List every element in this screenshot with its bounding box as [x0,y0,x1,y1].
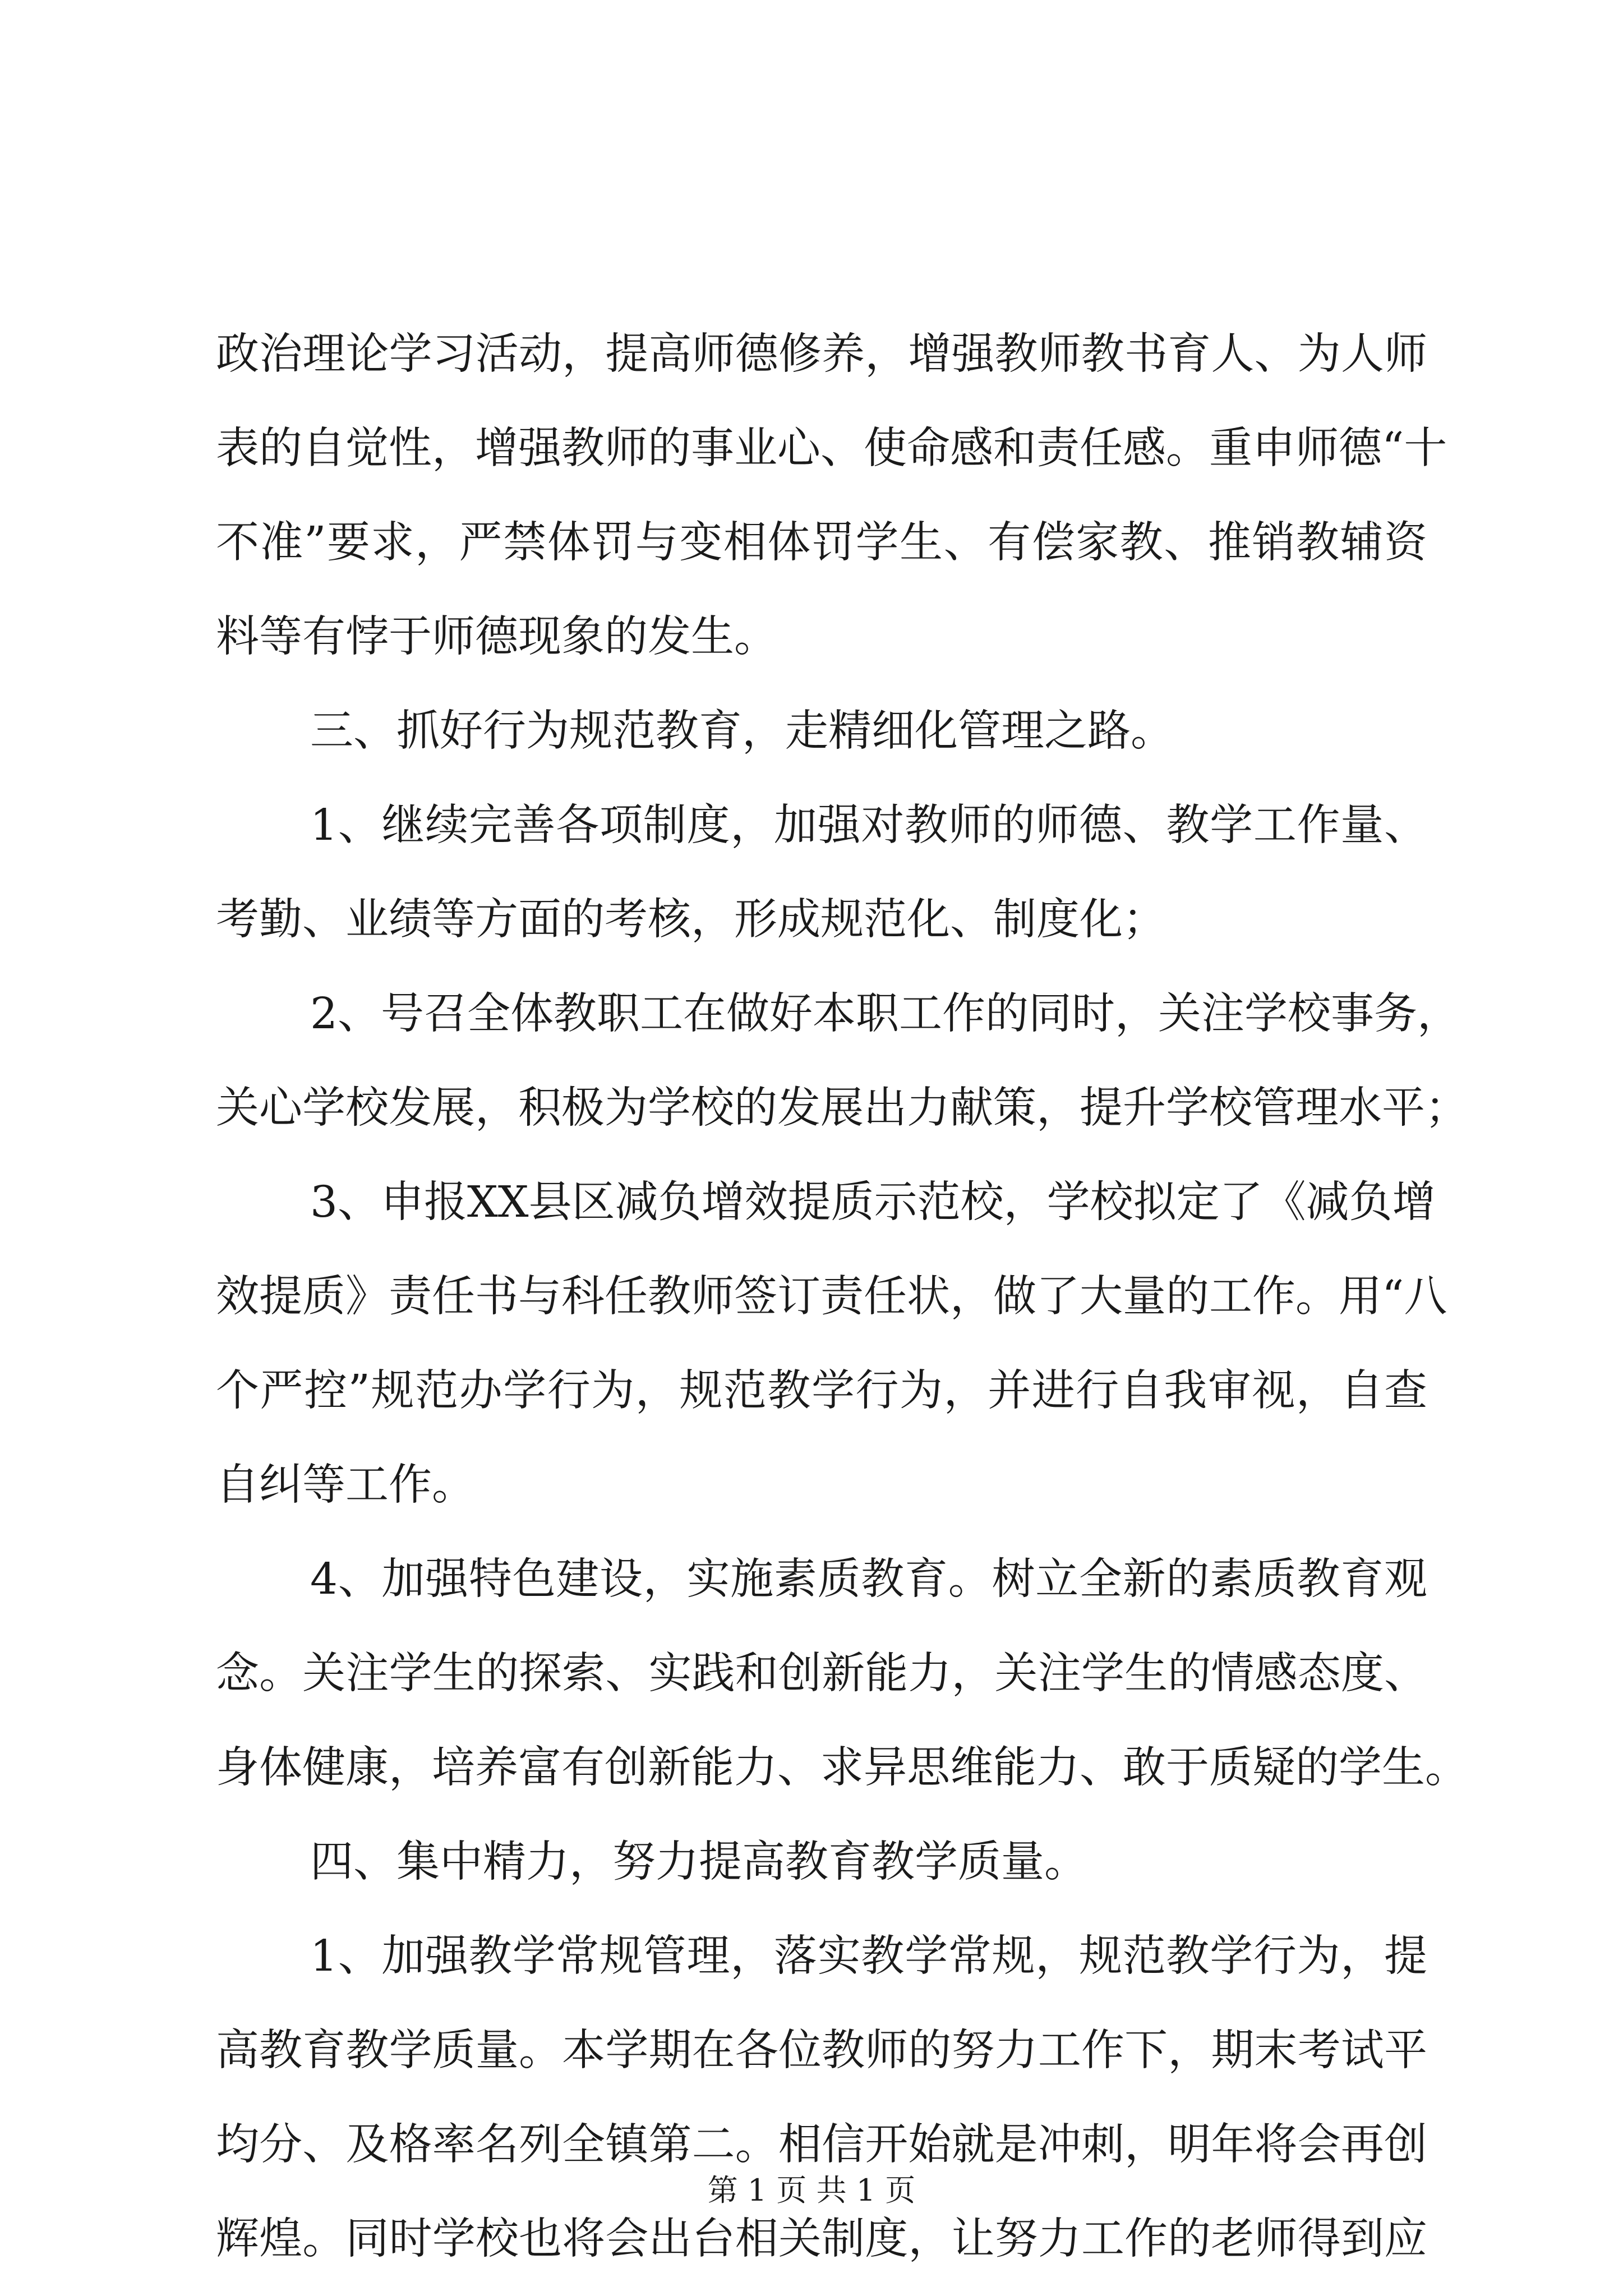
text-line: 身体健康，培养富有创新能力、求异思维能力、敢于质疑的学生。 [216,1743,1468,1793]
text-line: 1、继续完善各项制度，加强对教师的师德、教学工作量、 [310,800,1427,850]
text-line: 自纠等工作。 [216,1460,475,1510]
text-line: 政治理论学习活动，提高师德修养，增强教师教书育人、为人师 [216,329,1427,379]
text-line: 念。关注学生的探索、实践和创新能力，关注学生的情感态度、 [216,1649,1427,1699]
text-line: 1、加强教学常规管理，落实教学常规，规范教学行为，提 [310,1931,1427,1981]
text-line: 高教育教学质量。本学期在各位教师的努力工作下，期末考试平 [216,2026,1427,2076]
text-line: 表的自觉性，增强教师的事业心、使命感和责任感。重申师德“十 [216,424,1447,473]
text-line: 4、加强特色建设，实施素质教育。树立全新的素质教育观 [310,1554,1427,1604]
text-line: 个严控”规范办学行为，规范教学行为，并进行自我审视，自查 [216,1366,1427,1416]
section-heading: 四、集中精力，努力提高教育教学质量。 [310,1837,1087,1887]
text-line: 辉煌。同时学校也将会出台相关制度，让努力工作的老师得到应 [216,2214,1427,2264]
text-line: 考勤、业绩等方面的考核，形成规范化、制度化； [216,895,1166,945]
text-line: 关心学校发展，积极为学校的发展出力献策，提升学校管理水平； [216,1083,1468,1133]
page-number-footer: 第 1 页 共 1 页 [707,2173,916,2208]
text-line: 不准”要求，严禁体罚与变相体罚学生、有偿家教、推销教辅资 [216,518,1427,568]
text-line: 效提质》责任书与科任教师签订责任状，做了大量的工作。用“八 [216,1272,1447,1322]
text-line: 2、号召全体教职工在做好本职工作的同时，关注学校事务， [310,989,1460,1039]
section-heading: 三、抓好行为规范教育，走精细化管理之路。 [310,706,1174,756]
text-line: 料等有悖于师德现象的发生。 [216,612,777,662]
text-line: 3、申报XX县区减负增效提质示范校，学校拟定了《减负增 [310,1177,1436,1227]
text-line: 均分、及格率名列全镇第二。相信开始就是冲刺，明年将会再创 [216,2120,1427,2170]
document-body [216,307,1468,2286]
